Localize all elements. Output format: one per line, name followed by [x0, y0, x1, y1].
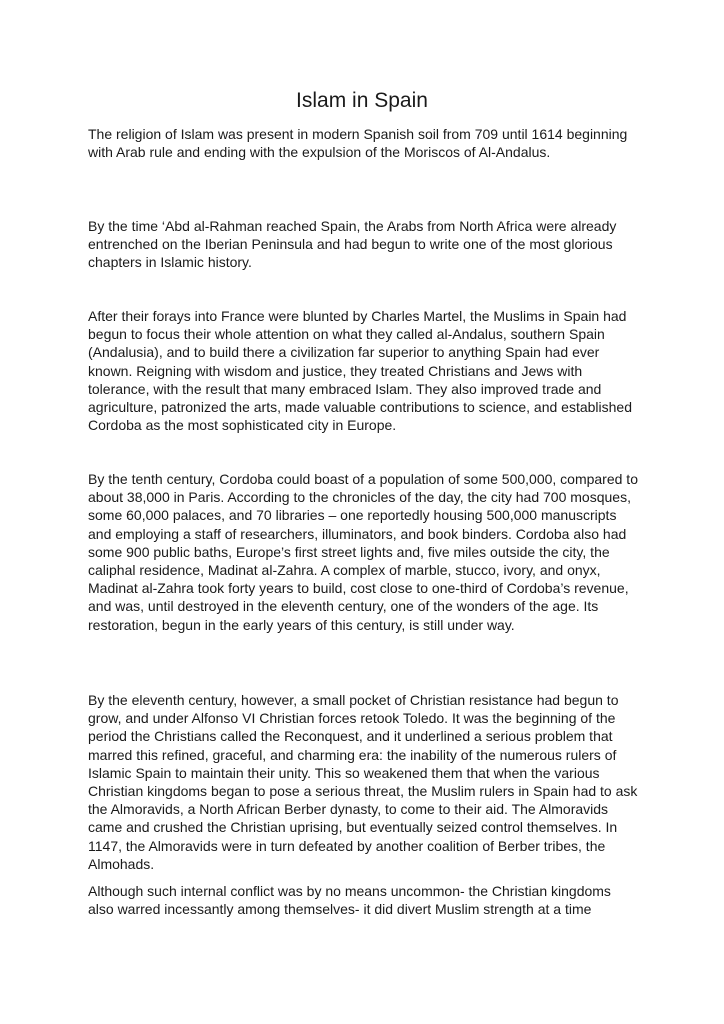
paragraph-intro: The religion of Islam was present in modern Spanish soil from 709 until 1614 beginning with Arab rule and ending with the expulsion of the Moriscos of Al-Andalus.	[88, 126, 628, 161]
paragraph-abd-al-rahman: By the time ‘Abd al-Rahman reached Spain, the Arabs from North Africa were already entrenched on the Iberian Peninsula and had begun to write one of the most glorious chapters in Islamic history.	[88, 218, 617, 271]
page-title: Islam in Spain	[296, 89, 428, 112]
paragraph-internal-conflict: Although such internal conflict was by no means uncommon- the Christian kingdoms also warred incessantly among themselves- it did divert Muslim strength at a time	[88, 883, 611, 918]
paragraph-cordoba: By the tenth century, Cordoba could boast of a population of some 500,000, compared to about 38,000 in Paris. According to the chronicles of the day, the city had 700 mosques, some 60,000 palaces, and 70 libraries – one reportedly housing 500,000 manuscripts and employing a staff of researchers, illuminators, and book binders. Cordoba also had some 900 public baths, Europe’s first street lights and, five miles outside the city, the caliphal residence, Madinat al-Zahra. A complex of marble, stucco, ivory, and onyx, Madinat al-Zahra took forty years to build, cost close to one-third of Cordoba’s revenue, and was, until destroyed in the eleventh century, one of the wonders of the age. Its restoration, begun in the early years of this century, is still under way.	[88, 471, 638, 633]
paragraph-reconquest: By the eleventh century, however, a small pocket of Christian resistance had begun to grow, and under Alfonso VI Christian forces retook Toledo. It was the beginning of the period the Christians called the Reconquest, and it underlined a serious problem that marred this refined, graceful, and charming era: the inability of the numerous rulers of Islamic Spain to maintain their unity. This so weakened them that when the various Christian kingdoms began to pose a serious threat, the Muslim rulers in Spain had to ask the Almoravids, a North African Berber dynasty, to come to their aid. The Almoravids came and crushed the Christian uprising, but eventually seized control themselves. In 1147, the Almoravids were in turn defeated by another coalition of Berber tribes, the Almohads.	[88, 692, 638, 872]
paragraph-al-andalus: After their forays into France were blunted by Charles Martel, the Muslims in Spain had begun to focus their whole attention on what they called al-Andalus, southern Spain (Andalusia), and to build there a civilization far superior to anything Spain had ever known. Reigning with wisdom and justice, they treated Christians and Jews with tolerance, with the result that many embraced Islam. They also improved trade and agriculture, patronized the arts, made valuable contributions to science, and established Cordoba as the most sophisticated city in Europe.	[88, 308, 632, 434]
